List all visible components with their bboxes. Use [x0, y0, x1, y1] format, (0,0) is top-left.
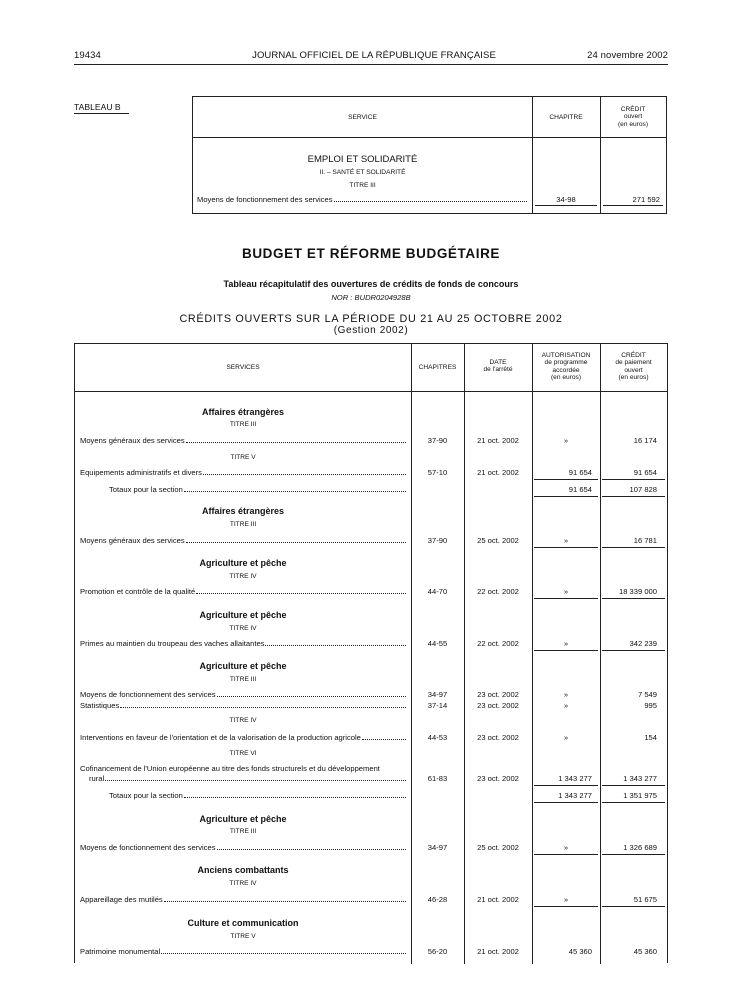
col-cp-1: CRÉDIT — [621, 352, 646, 359]
line-item-label — [80, 436, 407, 445]
cp-value: 16 174 — [633, 436, 657, 445]
tb-col-credit-2: ouvert — [623, 113, 643, 121]
sum-line — [602, 854, 665, 855]
col-cp-2: de paiement — [615, 359, 652, 367]
cp-value: 342 239 — [629, 639, 657, 648]
col-services: SERVICES — [226, 364, 260, 371]
chapitre-value: 56-20 — [427, 947, 448, 956]
nor-reference: NOR : BUDR0204928B — [331, 293, 411, 302]
leader-dots — [196, 593, 406, 594]
date-value: 23 oct. 2002 — [477, 774, 519, 783]
date-value: 21 oct. 2002 — [477, 436, 519, 445]
date-value: 22 oct. 2002 — [477, 639, 519, 648]
col-date — [464, 359, 532, 374]
tb-header-rule — [193, 137, 666, 138]
gestion-label: (Gestion 2002) — [333, 325, 409, 336]
tableau-b — [192, 96, 667, 214]
col-ap-4: (en euros) — [550, 374, 582, 382]
sum-line — [602, 479, 665, 480]
ap-value: » — [563, 536, 569, 545]
section-subtitle: Tableau récapitulatif des ouvertures de crédits de fonds de concours — [223, 279, 519, 289]
total-label — [109, 791, 407, 800]
leader-dots — [161, 953, 406, 954]
sum-line — [534, 479, 598, 480]
leader-dots — [362, 739, 406, 740]
line-item-label-line1: Cofinancement de l'Union européenne au titre des fonds structurels et du développement — [80, 764, 380, 773]
col-ap-2: de programme — [544, 359, 588, 367]
ministry-heading: Culture et communication — [187, 918, 299, 928]
cp-value: 7 549 — [637, 690, 657, 699]
titre-label: TITRE III — [229, 421, 257, 428]
sum-line — [534, 854, 598, 855]
chapitre-value: 61-83 — [427, 774, 448, 783]
line-item-label — [80, 690, 407, 699]
titre-label: TITRE V — [230, 933, 256, 940]
leader-dots — [217, 849, 407, 850]
titre-label: TITRE IV — [229, 880, 257, 887]
chapitre-value: 37-90 — [427, 536, 448, 545]
col-cp-4: (en euros) — [618, 374, 649, 382]
header-rule — [74, 64, 668, 65]
line-item-text: Primes au maintien du troupeau des vaches allaitantes — [80, 639, 265, 648]
line-item-label — [80, 468, 407, 477]
col-credit — [600, 352, 667, 382]
col-autorisation — [532, 352, 600, 382]
titre-label: TITRE III — [229, 676, 257, 683]
chapitre-value: 34-97 — [427, 843, 448, 852]
line-item-text: Promotion et contrôle de la qualité — [80, 587, 196, 596]
leader-dots — [186, 442, 406, 443]
leader-dots — [184, 797, 406, 798]
tb-col-credit — [600, 106, 666, 128]
titre-label: TITRE V — [230, 454, 256, 461]
sum-line — [534, 785, 598, 786]
tableau-b-underline — [74, 113, 129, 114]
tb-row-chapitre: 34-98 — [556, 195, 576, 204]
line-item-text: rural — [89, 774, 105, 783]
line-item-text: Equipements administratifs et divers — [80, 468, 202, 477]
total-cp: 107 828 — [629, 485, 657, 494]
tb-ministry: EMPLOI ET SOLIDARITÉ — [307, 154, 418, 165]
cp-value: 18 339 000 — [618, 587, 657, 596]
cp-value: 154 — [644, 733, 657, 742]
line-item-text: Moyens généraux des services — [80, 436, 185, 445]
leader-dots — [265, 645, 406, 646]
tableau-b-label: TABLEAU B — [74, 102, 121, 112]
tb-section: II. – SANTÉ ET SOLIDARITÉ — [319, 169, 406, 176]
page-number: 19434 — [74, 50, 101, 61]
total-text: Totaux pour la section — [109, 485, 183, 494]
line-item-text: Appareillage des mutilés — [80, 895, 163, 904]
total-label — [109, 485, 407, 494]
line-item-text: Statistiques — [80, 701, 120, 710]
sum-line — [602, 785, 665, 786]
col-ap-3: accordée — [552, 366, 580, 374]
col-date-2: de l'arrêté — [483, 366, 513, 374]
cp-value: 51 675 — [633, 895, 657, 904]
total-cp: 1 351 975 — [623, 791, 657, 800]
ap-value: 45 360 — [568, 947, 592, 956]
date-value: 23 oct. 2002 — [477, 733, 519, 742]
leader-dots — [184, 491, 406, 492]
tb-col-credit-1: CRÉDIT — [620, 106, 646, 113]
sum-line — [534, 650, 598, 651]
leader-dots — [105, 780, 406, 781]
date-value: 23 oct. 2002 — [477, 690, 519, 699]
header-bottom-rule — [75, 391, 667, 392]
cp-value: 91 654 — [633, 468, 657, 477]
cp-value: 1 326 689 — [623, 843, 657, 852]
sum-line — [534, 598, 598, 599]
line-item-label — [80, 947, 407, 956]
tb-row-label — [197, 195, 528, 204]
ap-value: » — [563, 843, 569, 852]
leader-dots — [120, 707, 406, 708]
chapitre-value: 37-14 — [427, 701, 448, 710]
line-item-label — [80, 895, 407, 904]
ap-value: » — [563, 701, 569, 710]
credits-table — [74, 343, 668, 963]
chapitre-value: 37-90 — [427, 436, 448, 445]
sum-line — [602, 650, 665, 651]
date-value: 23 oct. 2002 — [477, 701, 519, 710]
leader-dots — [334, 201, 528, 202]
leader-dots — [203, 474, 406, 475]
ap-value: » — [563, 639, 569, 648]
ministry-heading: Agriculture et pêche — [199, 610, 287, 620]
titre-label: TITRE IV — [229, 625, 257, 632]
sum-line — [602, 598, 665, 599]
journal-title: JOURNAL OFFICIEL DE LA RÉPUBLIQUE FRANÇAISE — [252, 50, 496, 61]
titre-label: TITRE IV — [229, 717, 257, 724]
total-rule — [602, 496, 665, 497]
date-value: 25 oct. 2002 — [477, 843, 519, 852]
line-item-label — [80, 639, 407, 648]
titre-label: TITRE IV — [229, 573, 257, 580]
titre-label: TITRE III — [229, 828, 257, 835]
ap-value: 91 654 — [568, 468, 592, 477]
sum-line — [602, 547, 665, 548]
tb-titre: TITRE III — [349, 182, 376, 189]
tb-col-service: SERVICE — [348, 114, 377, 121]
line-item-label — [80, 536, 407, 545]
cp-value: 16 781 — [633, 536, 657, 545]
tb-col-credit-3: (en euros) — [617, 120, 649, 128]
chapitre-value: 46-28 — [427, 895, 448, 904]
titre-label: TITRE III — [229, 521, 257, 528]
date-value: 21 oct. 2002 — [477, 468, 519, 477]
cp-value: 1 343 277 — [623, 774, 657, 783]
ministry-heading: Agriculture et pêche — [199, 661, 287, 671]
cp-value: 995 — [644, 701, 657, 710]
tb-row-credit: 271 592 — [632, 195, 660, 204]
col-cp-3: ouvert — [624, 366, 643, 374]
chapitre-value: 44-70 — [427, 587, 448, 596]
line-item-text: Moyens de fonctionnement des services — [80, 843, 216, 852]
chapitre-value: 44-53 — [427, 733, 448, 742]
ap-value: » — [563, 733, 569, 742]
tb-sum-line-1 — [535, 205, 597, 206]
date-value: 21 oct. 2002 — [477, 947, 519, 956]
total-ap: 91 654 — [568, 485, 592, 494]
leader-dots — [164, 901, 406, 902]
sum-line — [602, 906, 665, 907]
ap-value: » — [563, 690, 569, 699]
date-value: 21 oct. 2002 — [477, 895, 519, 904]
col-chapitres: CHAPITRES — [418, 364, 457, 371]
ministry-heading: Anciens combattants — [197, 865, 289, 875]
line-item-label — [80, 587, 407, 596]
ministry-heading: Agriculture et pêche — [199, 814, 287, 824]
titre-label: TITRE VI — [229, 750, 257, 757]
chapitre-value: 57-10 — [427, 468, 448, 477]
ministry-heading: Affaires étrangères — [201, 407, 285, 417]
sum-line — [534, 547, 598, 548]
section-title: BUDGET ET RÉFORME BUDGÉTAIRE — [241, 246, 501, 261]
date-value: 22 oct. 2002 — [477, 587, 519, 596]
tb-col-chapitre: CHAPITRE — [549, 114, 583, 121]
date-value: 25 oct. 2002 — [477, 536, 519, 545]
col-date-1: DATE — [489, 359, 507, 366]
cp-value: 45 360 — [633, 947, 657, 956]
total-ap: 1 343 277 — [558, 791, 592, 800]
line-item-label — [80, 701, 407, 710]
leader-dots — [186, 542, 406, 543]
total-rule — [602, 802, 665, 803]
ministry-heading: Affaires étrangères — [201, 506, 285, 516]
chapitre-value: 34-97 — [427, 690, 448, 699]
ap-value: » — [563, 587, 569, 596]
line-item-text: Patrimoine monumental — [80, 947, 161, 956]
line-item-text: Moyens généraux des services — [80, 536, 185, 545]
col-ap-1: AUTORISATION — [541, 352, 591, 359]
total-rule — [534, 802, 598, 803]
tb-row-text: Moyens de fonctionnement des services — [197, 195, 333, 204]
ap-value: » — [563, 436, 569, 445]
total-rule — [534, 496, 598, 497]
line-item-text: Interventions en faveur de l'orientation et de la valorisation de la production agricole — [80, 733, 361, 742]
issue-date: 24 novembre 2002 — [587, 50, 668, 61]
line-item-label — [80, 843, 407, 852]
chapitre-value: 44-55 — [427, 639, 448, 648]
tb-sum-line-2 — [603, 205, 663, 206]
period-title: CRÉDITS OUVERTS SUR LA PÉRIODE DU 21 AU 25 OCTOBRE 2002 — [179, 313, 563, 325]
line-item-label — [80, 733, 407, 742]
leader-dots — [217, 696, 407, 697]
ap-value: 1 343 277 — [558, 774, 592, 783]
ap-value: » — [563, 895, 569, 904]
line-item-label-line2 — [89, 774, 407, 783]
line-item-text: Moyens de fonctionnement des services — [80, 690, 216, 699]
total-text: Totaux pour la section — [109, 791, 183, 800]
sum-line — [534, 906, 598, 907]
ministry-heading: Agriculture et pêche — [199, 558, 287, 568]
